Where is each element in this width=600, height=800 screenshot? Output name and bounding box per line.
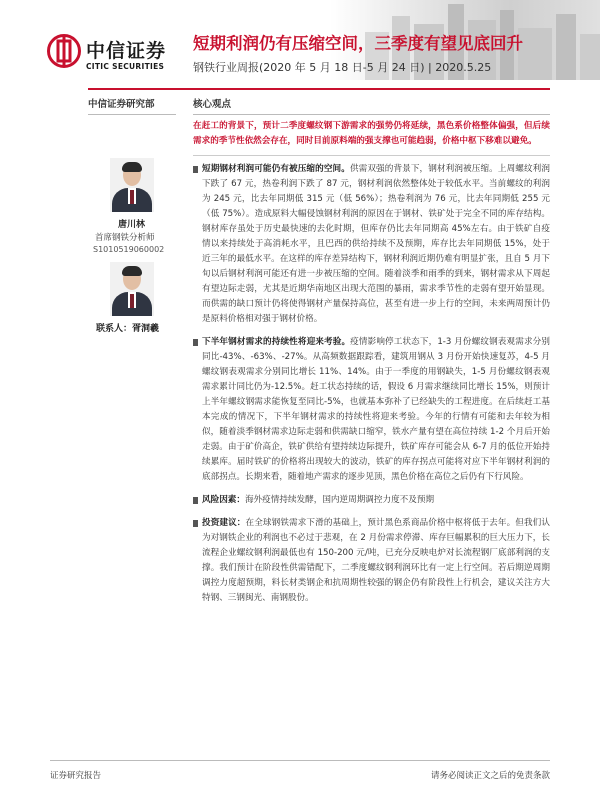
sidebar-divider [88, 114, 176, 115]
report-subtitle: 钢铁行业周报(2020 年 5 月 18 日-5 月 24 日) | 2020.5.25 [193, 61, 492, 74]
paragraph-lead: 下半年钢材需求的持续性将迎来考验。 [202, 337, 351, 347]
paragraph-body: 疫情影响停工状态下，1-3 月份螺纹钢表观需求分别同比-43%、-63%、-27%。从高频数据跟踪看，建筑用钢从 3 月份开始快速复苏，4-5 月螺纹钢表观需求分别同比增长 11%、14%。由于一季度的用钢缺失，1-5 月份螺纹钢表观需求累计同比仍为-12.5%。赶工状态持续的话，假设 6 月需求继续同比增长 15%，则预计上半年螺纹钢需求能恢复至同比-5%，也就基本弥补了已经缺失的工程进度。在后续赶工基本完成的情况下，下半年钢材需求的持续性将迎来考验。今年的行情有可能和去年较为相似，随着淡季钢材需求边际走弱和供需缺口缩窄，铁水产量有望在高位持续 1-2 个月后开始走弱。由于矿价高企，铁矿供给有望持续边际提升，铁矿库存可能会从 6-7 月的低位开始持续累库。届时铁矿的价格将出现较大的波动，铁矿的库存拐点可能将对应下半年钢材利润的底部拐点。长期来看，随着地产需求的逐步见顶，黑色价格在高位之后仍有下行风险。 [202, 337, 550, 482]
bullet-marker-icon [193, 520, 198, 527]
summary-divider [193, 155, 550, 156]
key-points-divider [193, 114, 550, 115]
analyst-title: 首席钢铁分析师 [95, 233, 155, 243]
analyst-avatar [110, 158, 154, 212]
paragraph-risk [193, 493, 550, 508]
paragraph-demand [193, 335, 550, 485]
analyst-id: S1010519060002 [93, 245, 165, 254]
logo-wordmark-en: CITIC SECURITIES [86, 62, 165, 71]
paragraph-investment [193, 516, 550, 606]
analyst-name: 唐川林 [118, 220, 146, 230]
main-content [193, 96, 550, 606]
contact-person: 联系人：胥洞羲 [96, 324, 160, 334]
sidebar [88, 96, 178, 115]
paragraph-body: 供需双强的背景下，钢材利润被压缩。上周螺纹利润下跌了 67 元，热卷利润下跌了 87 元，钢材利润依然整体处于较低水平。当前螺纹的利润为 245 元，比去年同期低 315 元（低 56%）；热卷利润为 76 元，比去年同期低 255 元（低 75%）。造成原料大幅侵蚀钢材利润的原因在于钢材、铁矿处于完全不同的库存结构。钢材库存虽处于历史最快速的去化时期，但库存仍比去年同期高 45%左右。由于铁矿自疫情以来持续处于高消耗水平，且巴西的供给持续不及预期，库存比去年同期低 15%，处于近三年的最低水平。在这样的库存差异结构下，钢材利润近期仍难有明显扩张，且自 5 月下旬以后钢材利润可能还有进一步被压缩的空间。随着淡季和雨季的到来，钢材需求从下周起有望边际走弱，尤其是近期华南地区出现大范围的暴雨，需求季节性的走弱有望开始显现。而供需的缺口预计仍将使得钢材产量保持高位，甚至有进一步上行的空间，未来两周预计仍是原料价格相对强于钢材价格。 [202, 164, 550, 324]
contact-avatar [110, 262, 154, 316]
paragraph-body: 海外疫情持续发酵，国内逆周期调控力度不及预期 [244, 495, 435, 505]
footer-label: 证券研究报告 [50, 771, 102, 781]
paragraph-body: 在全球钢铁需求下滑的基础上，预计黑色系商品价格中枢将低于去年。但我们认为对钢铁企业的利润也不必过于悲观，在 2 月份需求停滞、库存巨幅累积的巨大压力下，长流程企业螺纹钢利润最低也有 150-200 元/吨，已充分反映电炉对长流程钢厂底部利润的支撑。我们预计在阶段性供需错配下，二季度螺纹钢利润环比有一定上行空间。若后期逆周期调控力度超预期，料长材类钢企和抗周期性较强的钢企仍有阶段性上行机会，建议关注方大特钢、三钢闽光、南钢股份。 [202, 518, 550, 603]
logo-wordmark-cn: 中信证券 [86, 40, 167, 62]
paragraph-lead: 短期钢材利润可能仍有被压缩的空间。 [202, 164, 350, 174]
research-dept: 中信证券研究部 [88, 99, 155, 110]
paragraph-lead: 投资建议： [202, 518, 246, 528]
citic-logo-icon [47, 34, 81, 68]
bullet-marker-icon [193, 497, 198, 504]
header-divider [88, 88, 550, 90]
bullet-marker-icon [193, 339, 198, 346]
key-points-summary: 在赶工的背景下，预计二季度螺纹钢下游需求的强势仍将延续，黑色系价格整体偏强，但后续需求的季节性依然会存在，同时目前原料端的强支撑也可能趋弱，价格中枢下移难以避免。 [193, 121, 550, 146]
paragraph-profit [193, 162, 550, 327]
key-points-title: 核心观点 [193, 99, 232, 110]
report-headline: 短期利润仍有压缩空间，三季度有望见底回升 [193, 34, 523, 53]
paragraph-lead: 风险因素： [202, 495, 245, 505]
bullet-marker-icon [193, 166, 198, 173]
footer-divider [50, 760, 550, 761]
footer-disclaimer: 请务必阅读正文之后的免责条款 [430, 771, 550, 781]
